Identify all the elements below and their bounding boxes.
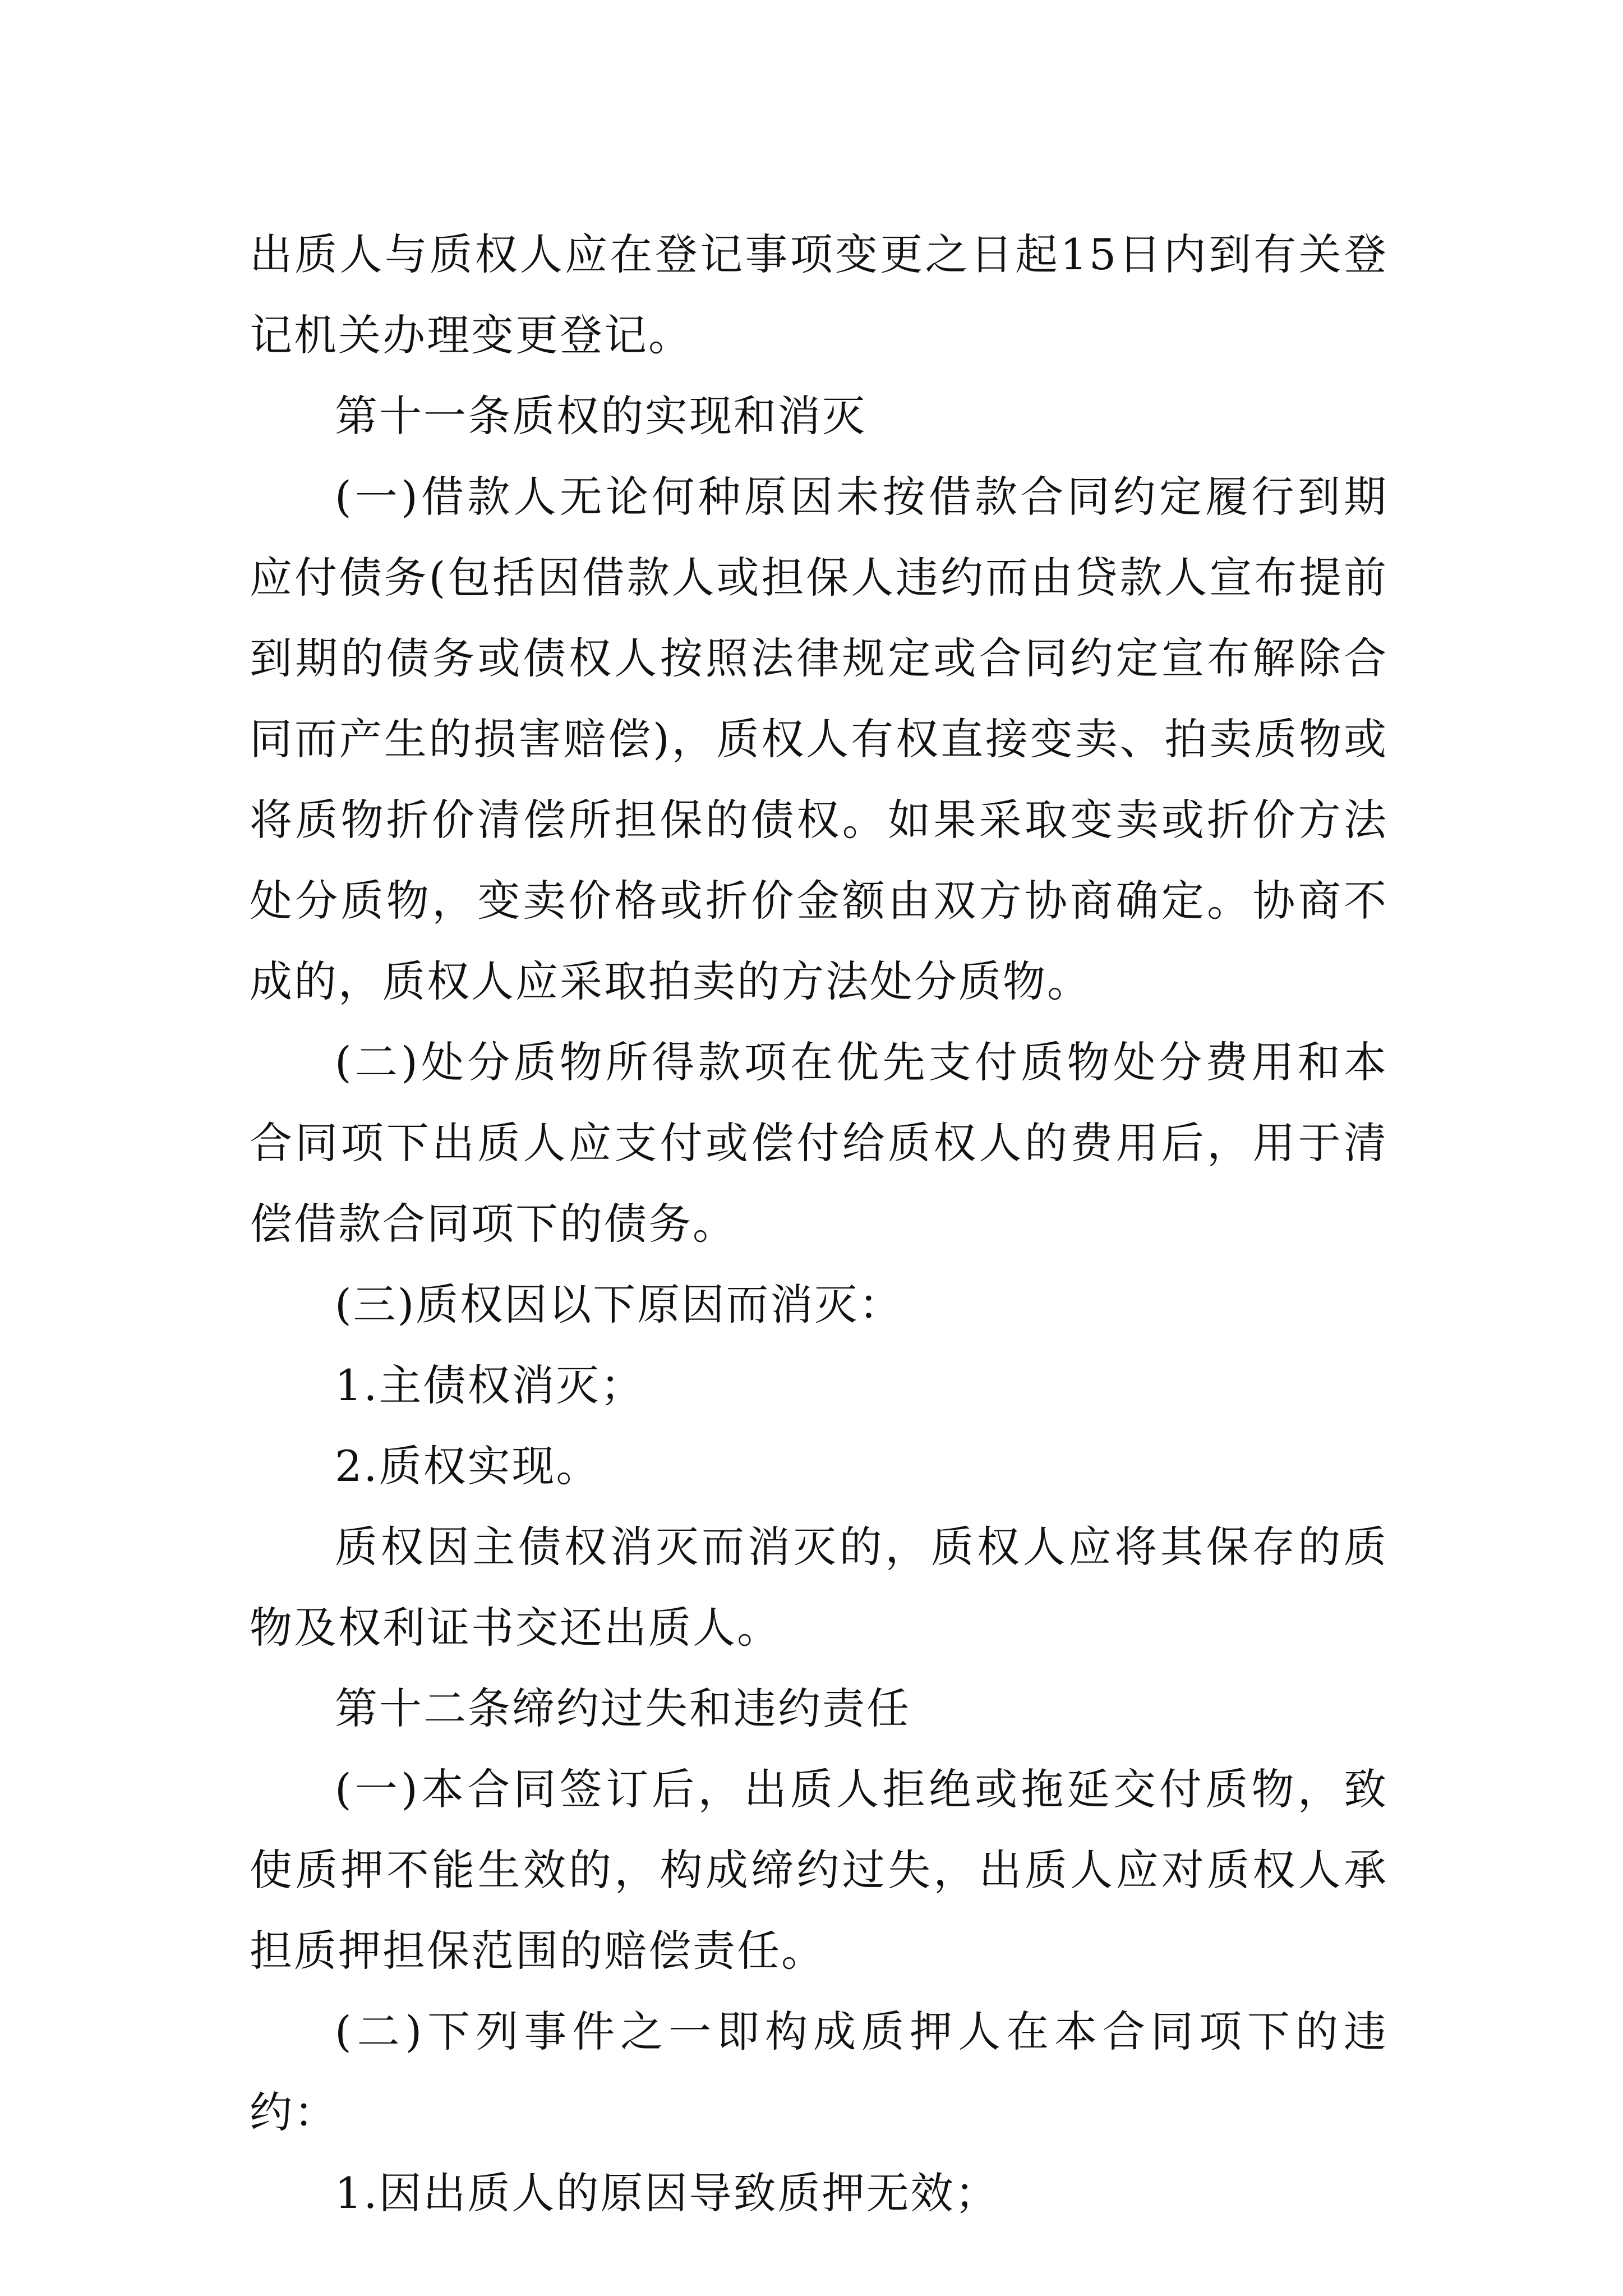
article-11-clause-2: (二)处分质物所得款项在优先支付质物处分费用和本合同项下出质人应支付或偿付给质权人的费用后，用于清偿借款合同项下的债务。 (250, 1037, 1388, 1249)
article-12-clause-1: (一)本合同签订后，出质人拒绝或拖延交付质物，致使质押不能生效的，构成缔约过失，出质人应对质权人承担质押担保范围的赔偿责任。 (250, 1764, 1388, 1976)
document-body (250, 214, 1388, 2234)
article-11-heading: 第十一条质权的实现和消灭 (335, 391, 866, 441)
article-11-clause-1: (一)借款人无论何种原因未按借款合同约定履行到期应付债务(包括因借款人或担保人违约而由贷款人宣布提前到期的债务或债权人按照法律规定或合同约定宣布解除合同而产生的损害赔偿)，质权人有权直接变卖、拍卖质物或将质物折价清偿所担保的债权。如果采取变卖或折价方法处分质物，变卖价格或折价金额由双方协商确定。协商不成的，质权人应采取拍卖的方法处分质物。 (250, 472, 1388, 1006)
article-12-heading: 第十二条缔约过失和违约责任 (335, 1683, 911, 1733)
article-12-clause-2-item-1: 1.因出质人的原因导致质押无效； (335, 2168, 999, 2218)
article-11-return-certificate: 质权因主债权消灭而消灭的，质权人应将其保存的质物及权利证书交还出质人。 (250, 1522, 1388, 1653)
paragraph-change-registration: 出质人与质权人应在登记事项变更之日起15日内到有关登记机关办理变更登记。 (250, 229, 1388, 360)
article-11-clause-3-item-2: 2.质权实现。 (335, 1441, 601, 1491)
article-11-clause-3: (三)质权因以下原因而消灭： (335, 1280, 903, 1329)
article-11-clause-3-item-1: 1.主债权消灭； (335, 1360, 645, 1410)
article-12-clause-2: (二)下列事件之一即构成质押人在本合同项下的违约： (250, 2007, 1388, 2137)
